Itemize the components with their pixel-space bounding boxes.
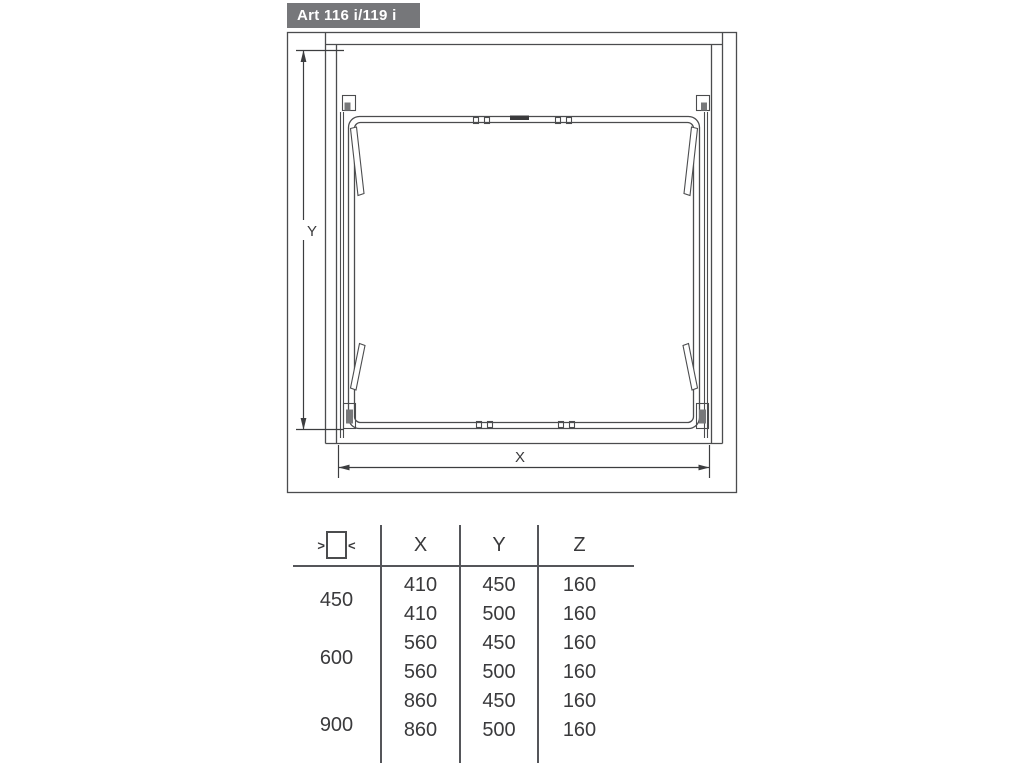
rail-fastener-marks [474, 118, 575, 428]
cell-z: 160 [538, 716, 634, 763]
dim-label-y: Y [307, 223, 318, 240]
cell-y: 450 [460, 566, 538, 600]
cabinet-walls [326, 33, 723, 444]
header-x: X [381, 525, 460, 566]
group-width-900: 900 [319, 713, 354, 736]
arrow-right-icon [699, 465, 710, 471]
clip-top-left [343, 96, 356, 111]
arrow-down-icon [301, 418, 307, 430]
hook-top-right [684, 127, 698, 196]
product-code: Art 116 i/119 i [297, 7, 397, 24]
group-width-450: 450 [319, 588, 354, 611]
slide-rails [341, 112, 708, 438]
cell-x: 860 [381, 687, 460, 716]
cell-y: 450 [460, 687, 538, 716]
product-code-tab [287, 3, 420, 28]
cell-z: 160 [538, 566, 634, 600]
table-row [293, 566, 634, 600]
cell-x: 560 [381, 629, 460, 658]
clip-bottom-left [344, 404, 356, 429]
cell-x: 560 [381, 658, 460, 687]
cell-x: 860 [381, 716, 460, 763]
arrow-right-glyph: > [317, 537, 325, 553]
cell-z: 160 [538, 687, 634, 716]
width-icon-cell [293, 525, 381, 566]
dimension-table-wrap [293, 525, 634, 763]
cell-z: 160 [538, 629, 634, 658]
header-y: Y [460, 525, 538, 566]
hook-top-left [351, 127, 365, 196]
cell-y: 500 [460, 600, 538, 629]
cell-z: 160 [538, 658, 634, 687]
table-row [293, 629, 634, 658]
header-z: Z [538, 525, 634, 566]
frame-center-stop [510, 116, 529, 121]
cabinet-width-icon [317, 531, 355, 559]
frame-hooks [351, 127, 698, 390]
arrow-up-icon [301, 50, 307, 62]
cell-y: 500 [460, 716, 538, 763]
group-width-600: 600 [319, 646, 354, 669]
dimension-x [339, 445, 710, 478]
cell-y: 500 [460, 658, 538, 687]
dim-label-x: X [514, 449, 526, 466]
hook-bottom-left [351, 344, 366, 391]
cell-y: 450 [460, 629, 538, 658]
dimension-table [293, 525, 634, 763]
cabinet-square [326, 531, 347, 559]
arrow-left-glyph: < [348, 537, 356, 553]
cell-z: 160 [538, 600, 634, 629]
clip-bottom-right [697, 404, 709, 429]
table-row [293, 687, 634, 716]
table-header-row [293, 525, 634, 566]
cell-x: 410 [381, 566, 460, 600]
technical-drawing [280, 26, 750, 506]
frame-corner-clips [343, 96, 710, 429]
pullout-frame [349, 117, 700, 429]
cell-x: 410 [381, 600, 460, 629]
arrow-left-icon [339, 465, 350, 471]
clip-top-right [697, 96, 710, 111]
hook-bottom-right [683, 344, 698, 391]
